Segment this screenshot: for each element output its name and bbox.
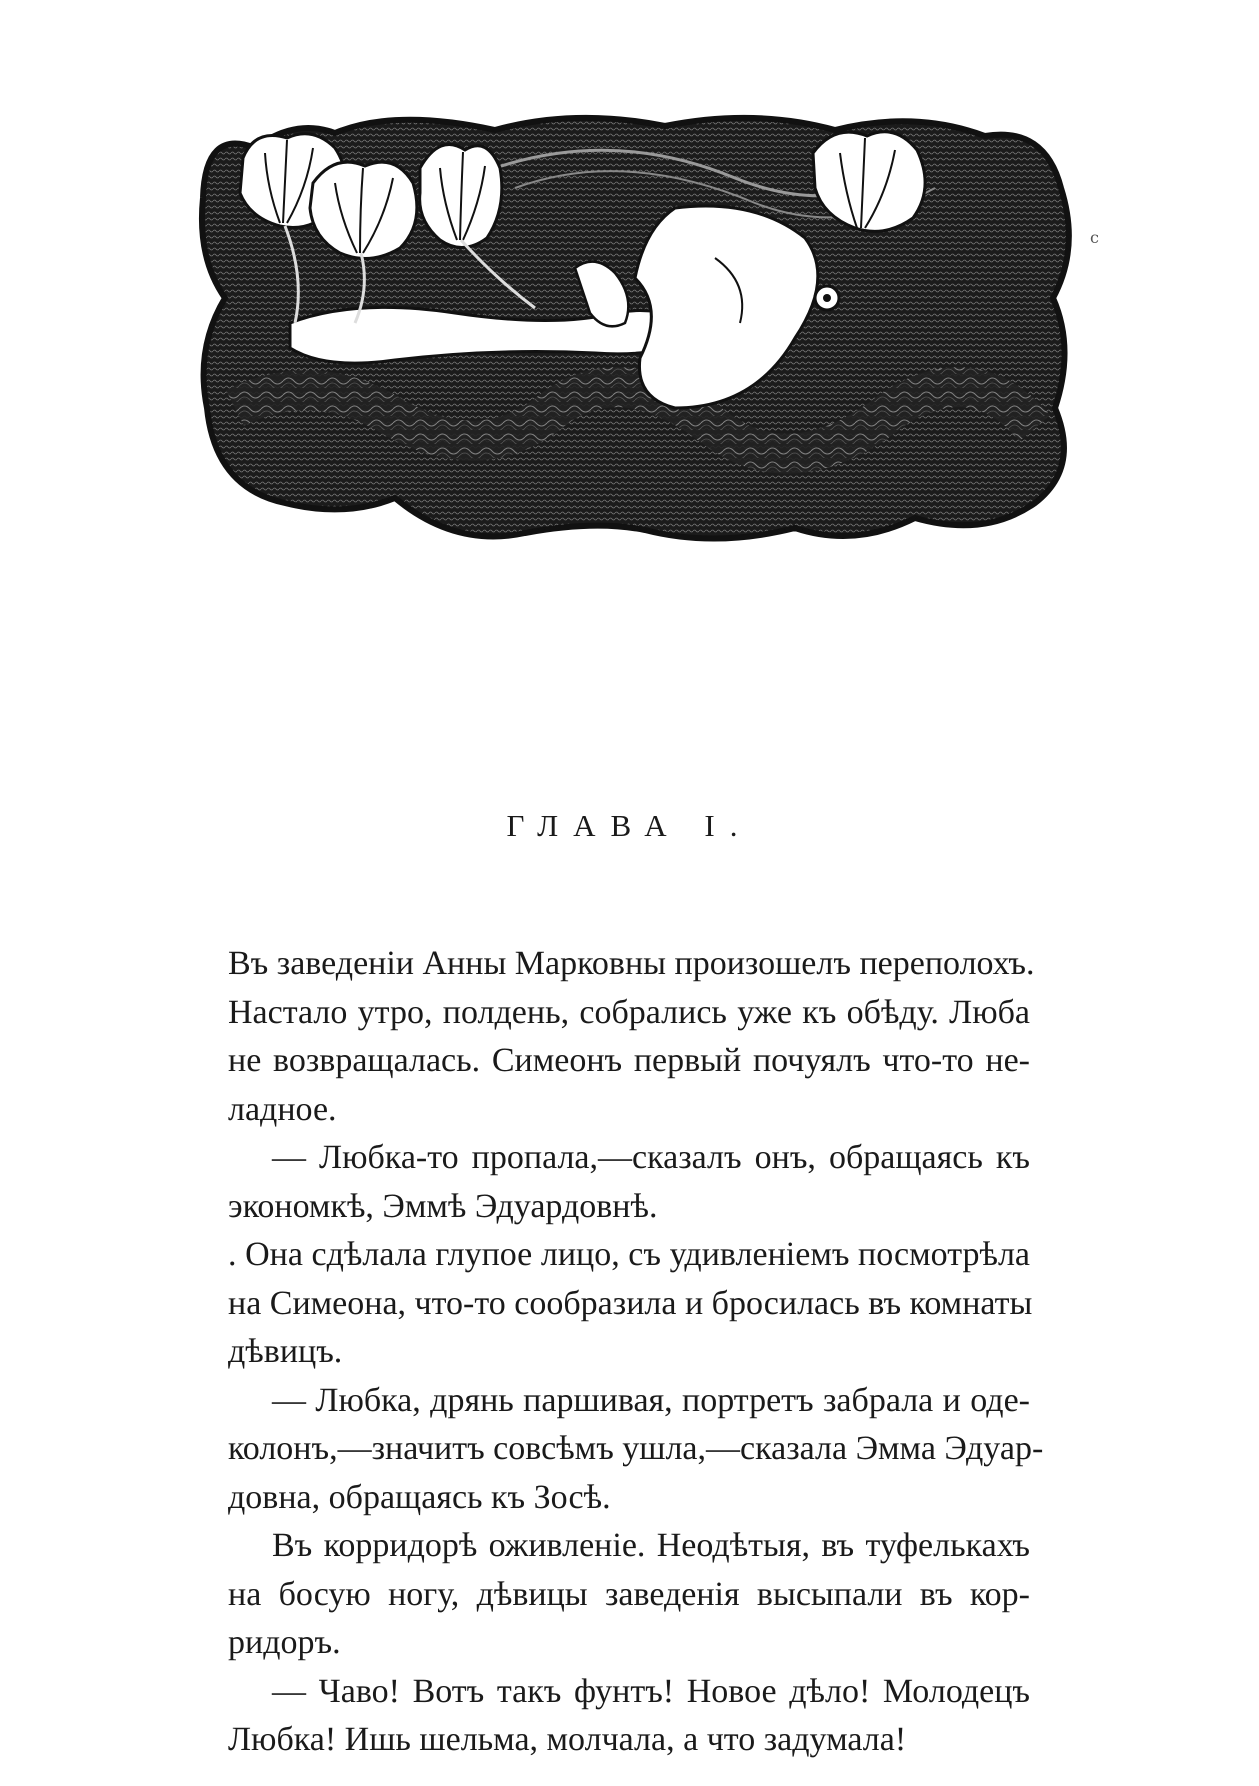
text-line: на Симеона, что-то сообразила и бросилась въ комнаты [228,1284,1033,1322]
text-line: ридоръ. [228,1624,341,1661]
text-line: Настало утро, полдень, собрались уже къ обѣду. Люба [228,993,1030,1031]
chapter-title: ГЛАВА I. [506,808,753,843]
text-line: — Любка, дрянь паршивая, портретъ забрала и оде- [272,1381,1030,1419]
chapter-text [228,940,1044,1765]
text-line: ладное. [228,1090,337,1128]
text-line: Любка! Ишь шельма, молчала, а что задумала! [228,1721,907,1758]
text-line: дѣвицъ. [228,1333,343,1370]
text-line: довна, обращаясь къ Зосѣ. [228,1478,611,1516]
text-line: Въ корридорѣ оживленiе. Неодѣтыя, въ туфелькахъ [272,1527,1030,1564]
text-line: колонъ,—значитъ совсѣмъ ушла,—сказала Эмма Эдуар- [228,1430,1044,1467]
text-line: экономкѣ, Эммѣ Эдуардовнѣ. [228,1187,658,1225]
text-line: Въ заведенiи Анны Марковны произошелъ переполохъ. [228,945,1035,982]
text-line: на босую ногу, дѣвицы заведенiя высыпали въ кор- [228,1575,1030,1613]
text-line: не возвращалась. Симеонъ первый почуялъ что-то не- [228,1042,1030,1079]
text-line: — Любка-то пропала,—сказалъ онъ, обращаясь къ [272,1139,1030,1176]
tulip-icon [420,144,502,247]
decorative-vignette [195,108,1075,548]
tulip-icon [310,162,417,258]
stray-mark: c [1090,228,1099,247]
text-line: — Чаво! Вотъ такъ фунтъ! Новое дѣло! Молодецъ [272,1672,1030,1710]
text-line: . Она сдѣлала глупое лицо, съ удивленiемъ посмотрѣла [228,1236,1030,1273]
